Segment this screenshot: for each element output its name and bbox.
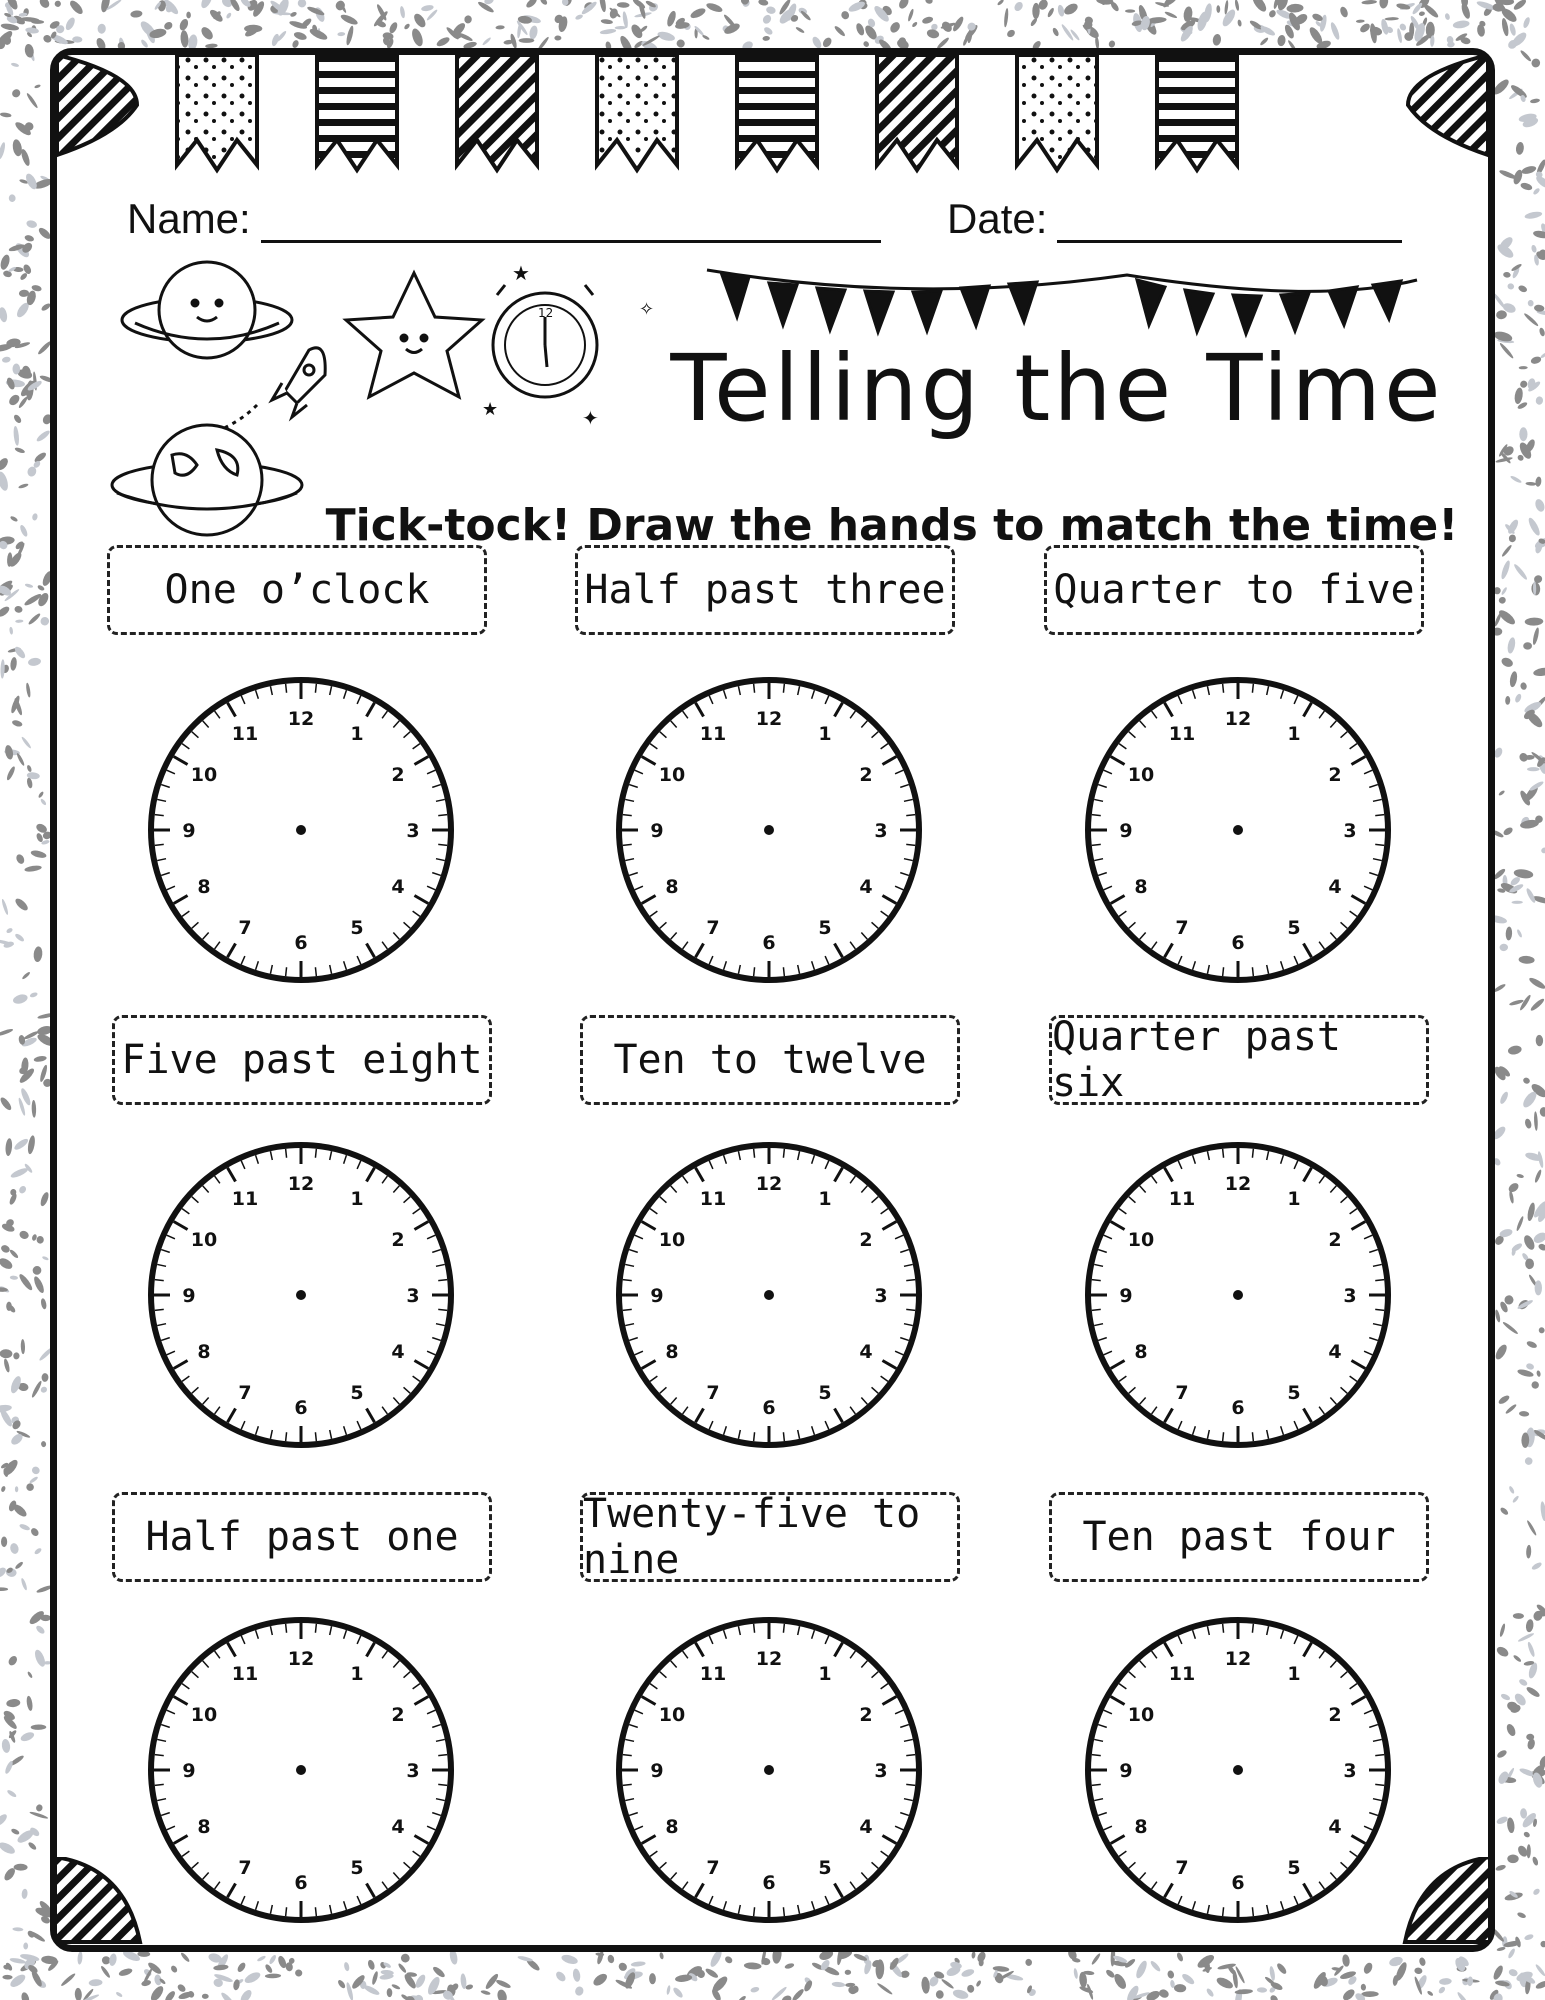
clock-face[interactable]	[1078, 1135, 1398, 1455]
clock-number: 11	[1168, 723, 1196, 746]
minute-tick	[1375, 844, 1384, 845]
clock-number: 12	[755, 1648, 783, 1670]
svg-text:★: ★	[482, 399, 499, 420]
time-label-card: One o’clock	[107, 545, 487, 635]
minute-tick	[315, 1149, 316, 1158]
clock-number: 10	[658, 1229, 686, 1251]
clock-face[interactable]	[609, 670, 929, 990]
clock-number: 4	[859, 1816, 873, 1838]
minute-tick	[286, 967, 287, 976]
minute-tick	[1223, 684, 1224, 693]
minute-tick	[623, 844, 632, 845]
clock-face[interactable]	[1078, 1610, 1398, 1930]
minute-tick	[1252, 1149, 1253, 1158]
clock-number: 12	[1224, 1173, 1252, 1195]
clock-number: 3	[1343, 1760, 1357, 1782]
clock-number: 8	[197, 876, 211, 898]
clock-number: 7	[706, 916, 720, 939]
clock-face[interactable]	[609, 1610, 929, 1930]
clock-center-dot	[764, 1765, 774, 1775]
minute-tick	[754, 1907, 755, 1916]
svg-text:✧: ✧	[639, 299, 655, 320]
star-icon	[346, 273, 482, 397]
clock-face[interactable]	[141, 670, 461, 990]
name-label: Name:	[127, 195, 251, 242]
clock-face[interactable]	[141, 1135, 461, 1455]
page-subtitle: Tick-tock! Draw the hands to match the time!	[325, 500, 1459, 551]
clock-number: 1	[818, 723, 832, 746]
time-label-card: Half past one	[112, 1492, 492, 1582]
minute-tick	[286, 1432, 287, 1441]
clock-number: 4	[391, 1341, 405, 1363]
clock-center-dot	[296, 1290, 306, 1300]
clock-number: 3	[406, 1285, 420, 1307]
clock-number: 1	[818, 1188, 832, 1211]
minute-tick	[438, 1309, 447, 1310]
clock-number: 3	[874, 1285, 888, 1307]
clock-number: 11	[231, 1188, 259, 1211]
clock-number: 3	[1343, 820, 1357, 842]
clock-number: 8	[1134, 876, 1148, 898]
corner-right-icon	[1400, 1857, 1490, 1947]
minute-tick	[1223, 1624, 1224, 1633]
clock-number: 2	[859, 1229, 873, 1251]
minute-tick	[1375, 815, 1384, 816]
clock-number: 8	[1134, 1816, 1148, 1838]
clock-number: 8	[665, 1341, 679, 1363]
clock-number: 8	[665, 1816, 679, 1838]
clock-number: 5	[350, 916, 364, 939]
clock-number: 1	[1287, 723, 1301, 746]
clock-center-dot	[1233, 825, 1243, 835]
clock-number: 6	[1231, 932, 1245, 954]
minute-tick	[155, 1280, 164, 1281]
minute-tick	[1092, 1309, 1101, 1310]
minute-tick	[1252, 1907, 1253, 1916]
minute-tick	[1375, 1309, 1384, 1310]
clock-number: 3	[406, 1760, 420, 1782]
minute-tick	[906, 1784, 915, 1785]
clock-number: 12	[287, 1648, 315, 1670]
clock-number: 4	[391, 1816, 405, 1838]
clock-number: 4	[859, 876, 873, 898]
clock-number: 7	[706, 1381, 720, 1404]
clock-number: 10	[658, 1704, 686, 1726]
minute-tick	[906, 844, 915, 845]
clock-number: 5	[1287, 916, 1301, 939]
minute-tick	[286, 1907, 287, 1916]
minute-tick	[754, 1432, 755, 1441]
minute-tick	[1252, 1432, 1253, 1441]
minute-tick	[1375, 1755, 1384, 1756]
minute-tick	[1092, 844, 1101, 845]
minute-tick	[1252, 684, 1253, 693]
time-label-card: Half past three	[575, 545, 955, 635]
corner-left-icon	[55, 1857, 145, 1947]
clock-number: 11	[231, 723, 259, 746]
minute-tick	[754, 684, 755, 693]
clock-number: 1	[1287, 1188, 1301, 1211]
minute-tick	[286, 1149, 287, 1158]
clock-number: 1	[350, 1663, 364, 1686]
time-label-card: Ten past four	[1049, 1492, 1429, 1582]
rocket-icon	[207, 348, 325, 435]
clock-number: 12	[1224, 708, 1252, 730]
minute-tick	[783, 684, 784, 693]
clock-number: 3	[874, 820, 888, 842]
time-label-card: Five past eight	[112, 1015, 492, 1105]
clock-number: 1	[1287, 1663, 1301, 1686]
minute-tick	[155, 815, 164, 816]
clock-center-dot	[764, 1290, 774, 1300]
clock-number: 9	[1119, 1760, 1133, 1782]
clock-number: 3	[874, 1760, 888, 1782]
clock-number: 1	[818, 1663, 832, 1686]
minute-tick	[286, 1624, 287, 1633]
minute-tick	[438, 1755, 447, 1756]
minute-tick	[438, 1784, 447, 1785]
clock-number: 12	[755, 1173, 783, 1195]
clock-number: 6	[762, 1397, 776, 1419]
clock-number: 5	[818, 1381, 832, 1404]
clock-number: 5	[350, 1381, 364, 1404]
clock-number: 7	[1175, 916, 1189, 939]
minute-tick	[155, 1755, 164, 1756]
minute-tick	[1252, 1624, 1253, 1633]
clock-number: 12	[287, 1173, 315, 1195]
clock-number: 5	[1287, 1856, 1301, 1879]
minute-tick	[315, 967, 316, 976]
clock-number: 9	[1119, 820, 1133, 842]
clock-number: 11	[231, 1663, 259, 1686]
clock-number: 4	[391, 876, 405, 898]
clock-number: 9	[650, 1760, 664, 1782]
minute-tick	[438, 1280, 447, 1281]
clock-number: 1	[350, 1188, 364, 1211]
clock-number: 6	[294, 1397, 308, 1419]
clock-number: 5	[818, 916, 832, 939]
minute-tick	[754, 1624, 755, 1633]
clock-number: 10	[190, 1704, 218, 1726]
clock-number: 9	[182, 1760, 196, 1782]
clock-number: 4	[1328, 876, 1342, 898]
worksheet	[50, 48, 1495, 1952]
clock-number: 2	[1328, 1229, 1342, 1251]
time-label-card: Ten to twelve	[580, 1015, 960, 1105]
minute-tick	[315, 1907, 316, 1916]
minute-tick	[623, 1309, 632, 1310]
minute-tick	[1223, 1149, 1224, 1158]
minute-tick	[1092, 1280, 1101, 1281]
minute-tick	[438, 815, 447, 816]
clock-number: 6	[762, 1872, 776, 1894]
minute-tick	[155, 1784, 164, 1785]
clock-number: 11	[699, 723, 727, 746]
clock-number: 10	[1127, 1229, 1155, 1251]
minute-tick	[1375, 1784, 1384, 1785]
clock-number: 2	[859, 1704, 873, 1726]
minute-tick	[754, 1149, 755, 1158]
clock-number: 6	[294, 1872, 308, 1894]
clock-number: 5	[1287, 1381, 1301, 1404]
minute-tick	[155, 844, 164, 845]
clock-face[interactable]	[141, 1610, 461, 1930]
minute-tick	[1092, 815, 1101, 816]
clock-number: 3	[1343, 1285, 1357, 1307]
clock-number: 6	[1231, 1397, 1245, 1419]
minute-tick	[906, 1755, 915, 1756]
clock-number: 8	[197, 1341, 211, 1363]
clock-face[interactable]	[1078, 670, 1398, 990]
minute-tick	[754, 967, 755, 976]
clock-number: 8	[1134, 1341, 1148, 1363]
clock-number: 10	[1127, 764, 1155, 786]
clock-center-dot	[1233, 1290, 1243, 1300]
saturn-icon	[122, 262, 292, 358]
clock-number: 1	[350, 723, 364, 746]
time-label-card: Twenty-five to nine	[580, 1492, 960, 1582]
clock-number: 3	[406, 820, 420, 842]
minute-tick	[1223, 967, 1224, 976]
minute-tick	[1223, 1432, 1224, 1441]
clock-number: 9	[1119, 1285, 1133, 1307]
minute-tick	[623, 1784, 632, 1785]
minute-tick	[286, 684, 287, 693]
minute-tick	[906, 815, 915, 816]
clock-number: 2	[859, 764, 873, 786]
clock-number: 2	[391, 1229, 405, 1251]
minute-tick	[1223, 1907, 1224, 1916]
minute-tick	[315, 1624, 316, 1633]
clock-number: 7	[238, 1381, 252, 1404]
clock-number: 4	[859, 1341, 873, 1363]
clock-number: 8	[665, 876, 679, 898]
minute-tick	[438, 844, 447, 845]
date-label: Date:	[947, 195, 1048, 242]
minute-tick	[906, 1280, 915, 1281]
page-title: Telling the Time	[670, 335, 1444, 442]
clock-number: 11	[1168, 1188, 1196, 1211]
clock-number: 11	[699, 1663, 727, 1686]
clock-number: 10	[658, 764, 686, 786]
clock-number: 11	[1168, 1663, 1196, 1686]
bunting-icon	[707, 270, 1417, 334]
clock-number: 12	[1224, 1648, 1252, 1670]
space-decorations	[57, 55, 1488, 555]
minute-tick	[623, 815, 632, 816]
minute-tick	[1375, 1280, 1384, 1281]
clock-number: 7	[1175, 1381, 1189, 1404]
clock-number: 12	[755, 708, 783, 730]
clock-number: 9	[182, 820, 196, 842]
clock-center-dot	[296, 825, 306, 835]
clock-number: 5	[350, 1856, 364, 1879]
svg-text:✦: ✦	[582, 406, 599, 430]
clock-number: 5	[818, 1856, 832, 1879]
minute-tick	[623, 1755, 632, 1756]
svg-text:★: ★	[512, 261, 530, 285]
clock-number: 7	[238, 1856, 252, 1879]
minute-tick	[783, 967, 784, 976]
planet-icon	[112, 425, 302, 535]
minute-tick	[623, 1280, 632, 1281]
clock-number: 6	[1231, 1872, 1245, 1894]
clock-number: 9	[182, 1285, 196, 1307]
minute-tick	[783, 1624, 784, 1633]
minute-tick	[783, 1907, 784, 1916]
minute-tick	[1252, 967, 1253, 976]
svg-text:12: 12	[538, 306, 554, 320]
clock-number: 6	[294, 932, 308, 954]
clock-number: 8	[197, 1816, 211, 1838]
clock-center-dot	[296, 1765, 306, 1775]
clock-number: 4	[1328, 1341, 1342, 1363]
minute-tick	[155, 1309, 164, 1310]
time-label-card: Quarter to five	[1044, 545, 1424, 635]
minute-tick	[315, 684, 316, 693]
clock-number: 6	[762, 932, 776, 954]
clock-number: 9	[650, 820, 664, 842]
minute-tick	[1092, 1784, 1101, 1785]
clock-number: 11	[699, 1188, 727, 1211]
clock-center-dot	[764, 825, 774, 835]
clock-number: 10	[1127, 1704, 1155, 1726]
minute-tick	[1092, 1755, 1101, 1756]
time-label-card: Quarter past six	[1049, 1015, 1429, 1105]
clock-face[interactable]	[609, 1135, 929, 1455]
minute-tick	[906, 1309, 915, 1310]
clock-number: 2	[391, 1704, 405, 1726]
minute-tick	[315, 1432, 316, 1441]
clock-number: 4	[1328, 1816, 1342, 1838]
clock-number: 9	[650, 1285, 664, 1307]
clock-number: 7	[1175, 1856, 1189, 1879]
clock-number: 2	[1328, 1704, 1342, 1726]
clock-center-dot	[1233, 1765, 1243, 1775]
clock-number: 7	[706, 1856, 720, 1879]
clock-number: 2	[1328, 764, 1342, 786]
clock-number: 10	[190, 764, 218, 786]
clock-number: 7	[238, 916, 252, 939]
clock-number: 2	[391, 764, 405, 786]
clock-number: 10	[190, 1229, 218, 1251]
minute-tick	[783, 1432, 784, 1441]
minute-tick	[783, 1149, 784, 1158]
clock-number: 12	[287, 708, 315, 730]
